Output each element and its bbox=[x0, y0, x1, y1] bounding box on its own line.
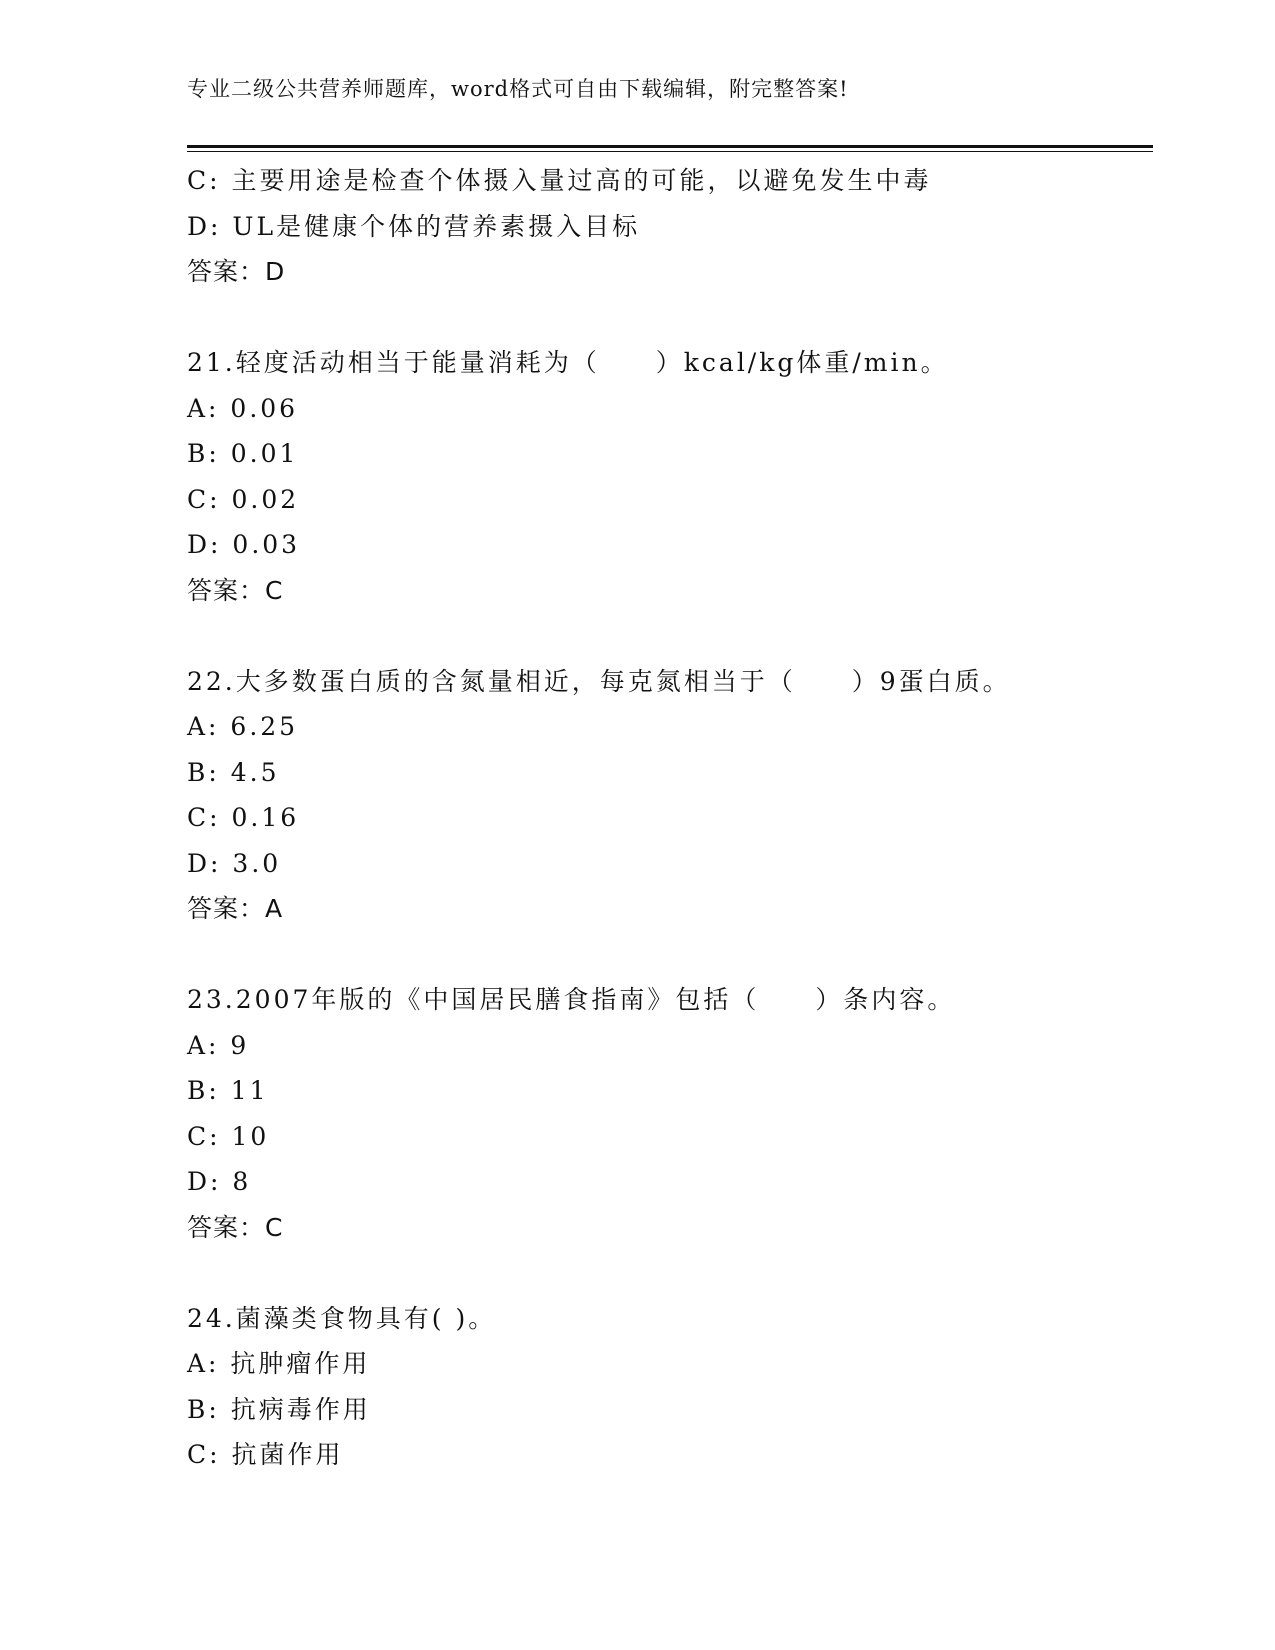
option-line: C: 10 bbox=[187, 1121, 270, 1151]
option-line: B: 4.5 bbox=[187, 757, 280, 787]
answer-line: 答案：D bbox=[187, 257, 286, 286]
answer-line: 答案：C bbox=[187, 1212, 284, 1242]
question-stem: 22.大多数蛋白质的含氮量相近，每克氮相当于（ ）9蛋白质。 bbox=[187, 666, 1011, 696]
option-line: A: 抗肿瘤作用 bbox=[187, 1349, 371, 1378]
spacer bbox=[187, 295, 1153, 341]
question-content bbox=[187, 158, 1153, 1478]
answer-line: 答案：A bbox=[187, 894, 284, 923]
spacer bbox=[187, 613, 1153, 659]
option-line: A: 0.06 bbox=[187, 393, 299, 423]
header-divider-thin bbox=[187, 151, 1153, 152]
option-line: A: 6.25 bbox=[187, 712, 299, 741]
spacer bbox=[187, 932, 1153, 978]
option-line: C: 抗菌作用 bbox=[187, 1440, 344, 1469]
option-line: C: 0.16 bbox=[187, 803, 300, 832]
question-stem: 21.轻度活动相当于能量消耗为（ ）kcal/kg体重/min。 bbox=[187, 348, 949, 377]
header-divider-thick bbox=[187, 145, 1153, 148]
option-line: B: 11 bbox=[187, 1076, 269, 1105]
question-stem: 24.菌藻类食物具有( )。 bbox=[187, 1303, 497, 1333]
answer-line: 答案：C bbox=[187, 575, 284, 605]
option-line: D: UL是健康个体的营养素摄入目标 bbox=[187, 211, 641, 241]
page-header: 专业二级公共营养师题库，word格式可自由下载编辑，附完整答案! bbox=[187, 77, 849, 101]
option-line: C: 0.02 bbox=[187, 484, 300, 514]
option-line: C: 主要用途是检查个体摄入量过高的可能，以避免发生中毒 bbox=[187, 166, 932, 195]
spacer bbox=[187, 1250, 1153, 1296]
option-line: D: 8 bbox=[187, 1167, 252, 1196]
option-line: B: 0.01 bbox=[187, 439, 299, 468]
option-line: D: 0.03 bbox=[187, 530, 301, 559]
option-line: B: 抗病毒作用 bbox=[187, 1394, 371, 1424]
option-line: D: 3.0 bbox=[187, 848, 282, 878]
question-stem: 23.2007年版的《中国居民膳食指南》包括（ ）条内容。 bbox=[187, 985, 956, 1014]
option-line: A: 9 bbox=[187, 1030, 250, 1060]
